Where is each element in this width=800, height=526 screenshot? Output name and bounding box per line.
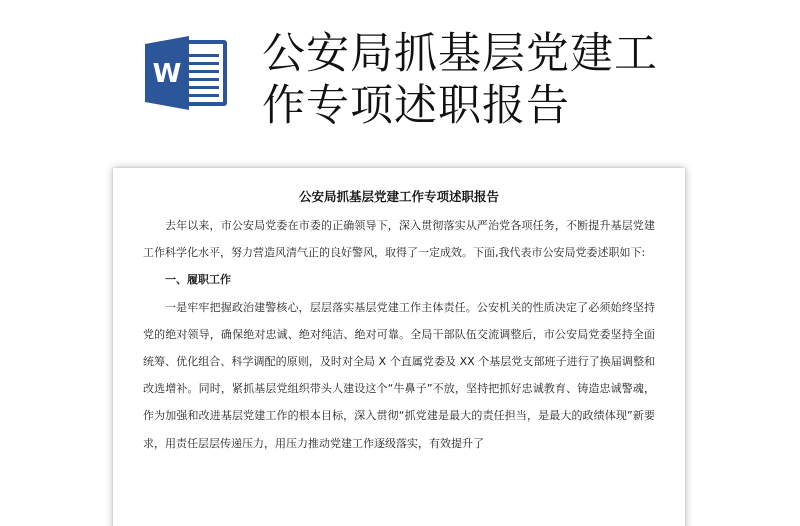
document-title: 公安局抓基层党建工作专项述职报告 (298, 189, 499, 204)
document-page (113, 168, 685, 526)
document-preview-area (0, 150, 800, 526)
paragraph-intro: 去年以来，市公安局党委在市委的正确领导下，深入贯彻落实从严治党各项任务，不断提升基层党建工作科学化水平，努力营造风清气正的良好警风，取得了一定成效。下面,我代表市公安局党委述职如下: (143, 219, 655, 260)
paragraph-section-1: 一是牢牢把握政治建警核心，层层落实基层党建工作主体责任。公安机关的性质决定了必须始终坚持党的绝对领导，确保绝对忠诚、绝对纯洁、绝对可靠。全局干部队伍交流调整后，市公安局党委坚持全面统筹、优化组合、科学调配的原则，及时对全局 X 个直属党委及 XX 个基层党支部班子进行了换届调整和改选增补。同时，紧抓基层党组织带头人建设这个“牛鼻子”不放，坚持把抓好忠诚教育、铸造忠诚警魂，作为加强和改进基层党建工作的根本目标，深入贯彻“抓党建是最大的责任担当，是最大的政绩体现”新要求，用责任层层传递压力，用压力推动党建工作逐级落实，有效提升了 (143, 300, 655, 450)
page-title-line-2: 作专项述职报告 (262, 81, 570, 131)
word-document-icon (143, 34, 229, 112)
word-icon-letter: W (152, 59, 182, 89)
page-title (262, 28, 782, 132)
page-title-line-1: 公安局抓基层党建工 (262, 29, 658, 79)
section-heading: 一、履职工作 (165, 273, 231, 287)
document-body (143, 212, 655, 457)
header-banner (0, 0, 800, 150)
